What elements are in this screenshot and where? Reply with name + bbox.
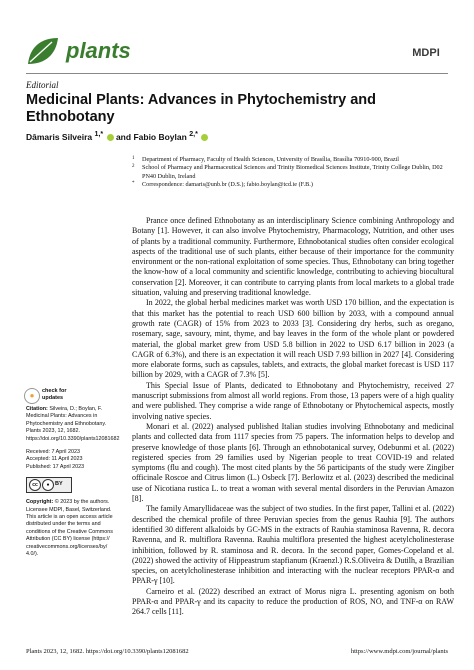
affiliations (132, 156, 452, 189)
article-title: Medicinal Plants: Advances in Phytochemistry and Ethnobotany (26, 92, 376, 125)
check-updates-icon: ● (24, 388, 40, 404)
header-divider (26, 73, 448, 74)
copyright-block (26, 499, 114, 558)
correspondence-text: Correspondence: damaris@unb.br (D.S.); fabio.boylan@tcd.ie (F.B.) (142, 180, 313, 188)
affiliation-number: 2 (132, 164, 135, 170)
published-date: Published: 17 April 2023 (26, 463, 85, 470)
check-updates-label: check for updates (42, 388, 67, 401)
body-paragraph: The family Amaryllidaceae was the subject of two studies. In the first paper, Tallini et al. (2022) described the chemical profile of three Peruvian species from the genus Rauhia [9]. The authors identified 30 different alkaloids by GC-MS in the extracts of Rauhia staminosa Ravenna, R. decora Ravenna, and R. multiflora Ravenna. Rauhia multiflora presented the highest acetylcholinesterase inhibition, followed by R. staminosa and R. decora. In the second paper, Gomes-Copeland et al. (2022) showed the activity of Hippeastrum stapfianum (Kraenzl.) R.S.Oliveira & Dutilh, a Brazilian species, on acetylcholinesterase inhibition and interacting with the nuclear receptors PPAR-α and PPAR-γ [10]. (132, 504, 454, 586)
journal-name: plants (66, 38, 131, 63)
citation-text[interactable]: Silveira, D.; Boylan, F. Medicinal Plants: Advances in Phytochemistry and Ethnobotany. Plants 2023, 12, 1682. https://doi.org/10.3390/plants12081682 (26, 406, 120, 442)
body-paragraph: In 2022, the global herbal medicines market was worth USD 170 billion, and the expectation is that this market has the potential to reach USD 600 billion by 2033, with a compound annual growth rate (CAGR) of 15% from 2023 to 2033 [3]. Considering dry herbs, such as oregano, rosemary, sage, savoury, mint, thyme, and bay leaves in the form of the whole plant or powdered material, the global market grew from USD 5.8 billion in 2022 to USD 6.17 billion in 2023 (a CAGR of 6.3%), and there is an expectation it will reach USD 7.93 billion in 2027 [4]. Considering more elaborate forms, such as capsules, tablets, and extracts, the global market forecast is USD 117 billion by 2029, with a CAGR of 7.3% [5]. (132, 298, 454, 380)
body-paragraph: This Special Issue of Plants, dedicated to Ethnobotany and Phytochemistry, received 27 manuscript submissions from almost all world regions. From those, 13 papers were of a high quality and were published. They comprise a wide range of Ethnobotany or Phytochemical aspects, mostly involving native species. (132, 380, 454, 421)
affiliation (132, 164, 452, 181)
author-list (26, 130, 208, 142)
footer-citation[interactable]: Plants 2023, 12, 1682. https://doi.org/10.3390/plants12081682 (26, 648, 189, 655)
received-date: Received: 7 April 2023 (26, 449, 80, 456)
citation-label: Citation: (26, 406, 48, 412)
article-type: Editorial (26, 80, 59, 90)
author-superscript: 2,* (189, 130, 198, 138)
orcid-icon[interactable] (107, 134, 114, 141)
mdpi-logo-icon (406, 41, 446, 63)
affiliation-text: Department of Pharmacy, Faculty of Health Sciences, University of Brasília, Brasília 70910-900, Brazil (142, 156, 399, 163)
mdpi-logo-text: MDPI (412, 47, 440, 59)
attribution-person-icon: ● (42, 479, 54, 491)
plants-leaf-logo-icon (26, 36, 60, 66)
article-body (132, 216, 454, 618)
orcid-icon[interactable] (201, 134, 208, 141)
affiliation (132, 156, 452, 164)
body-paragraph: Monari et al. (2022) analysed published Italian studies involving Ethnobotany and medicinal plants and collected data from 1117 species from 75 papers. The information helps to develop and preserve knowledge of those plants [6]. Through an ethnobotanical survey, Odebunmi et al. (2022) registered species from 29 families used by Nigerian people to treat COVID-19 and related symptoms (flu and cough). The most cited plants by the 56 participants of the study were Zingiber officinale Roscoe and Citrus limon (L.) Osbeck [7]. Berlowitz et al. (2023) described the medicinal use of Nicotiana rustica L. to treat a woman with several mental disorders in the Peruvian Amazon [8]. (132, 421, 454, 504)
dates-block (26, 449, 114, 471)
author-name[interactable]: Fabio Boylan (133, 131, 187, 142)
page-footer (26, 648, 448, 655)
citation-block (26, 406, 120, 443)
accepted-date: Accepted: 11 April 2023 (26, 456, 83, 463)
correspondence (132, 181, 452, 189)
author-superscript: 1,* (94, 130, 104, 138)
author-separator: and (115, 131, 132, 142)
cc-by-text: BY (55, 481, 63, 488)
footer-journal-url[interactable]: https://www.mdpi.com/journal/plants (350, 648, 448, 655)
body-paragraph: Prance once defined Ethnobotany as an interdisciplinary Science combining Anthropology and Botany [1]. However, it can also involve Phytochemistry, Pharmacology, Nutrition, and other uses of plants by a traditional community. Furthermore, Ethnobotanical studies often consider ecological aspects of the traditional use of such plants, either because of their importance for the community environment or the non-rational exploitation of some species. Thus, Ethnobotany can bring together the know-how of a local community and scientific knowledge, contributing to achieving biocultural conservation [2]. Moreover, it can contribute to carrying plants from local markets to a global trade situation, valuing and preserving traditional knowledge. (132, 216, 454, 298)
author-name[interactable]: Dâmaris Silveira (26, 131, 93, 142)
affiliation-number: 1 (132, 156, 135, 161)
affiliation-number: * (132, 180, 135, 186)
copyright-label: Copyright: (26, 499, 54, 506)
article-sidebar (26, 406, 120, 565)
copyright-text: © 2023 by the authors. Licensee MDPI, Basel, Switzerland. This article is an open access article distributed under the terms and conditions of the Creative Commons Attribution (CC BY) license (https:// creativecommons.org/licenses/by/ 4.0/). (26, 499, 113, 558)
affiliation-text: School of Pharmacy and Pharmaceutical Sciences and Trinity Biomedical Sciences Institute, Trinity College Dublin, D02 PN40 Dublin, Ireland (142, 164, 443, 180)
cc-icon: cc (29, 479, 41, 491)
body-paragraph: Carneiro et al. (2022) described an extract of Morus nigra L. presenting agonism on both PPAR-α and PPAR-γ and its capacity to reduce the production of ROS, NO, and TNF-α on RAW 264.7 cells [11]. (132, 586, 454, 617)
cc-by-license-badge[interactable] (26, 477, 72, 493)
